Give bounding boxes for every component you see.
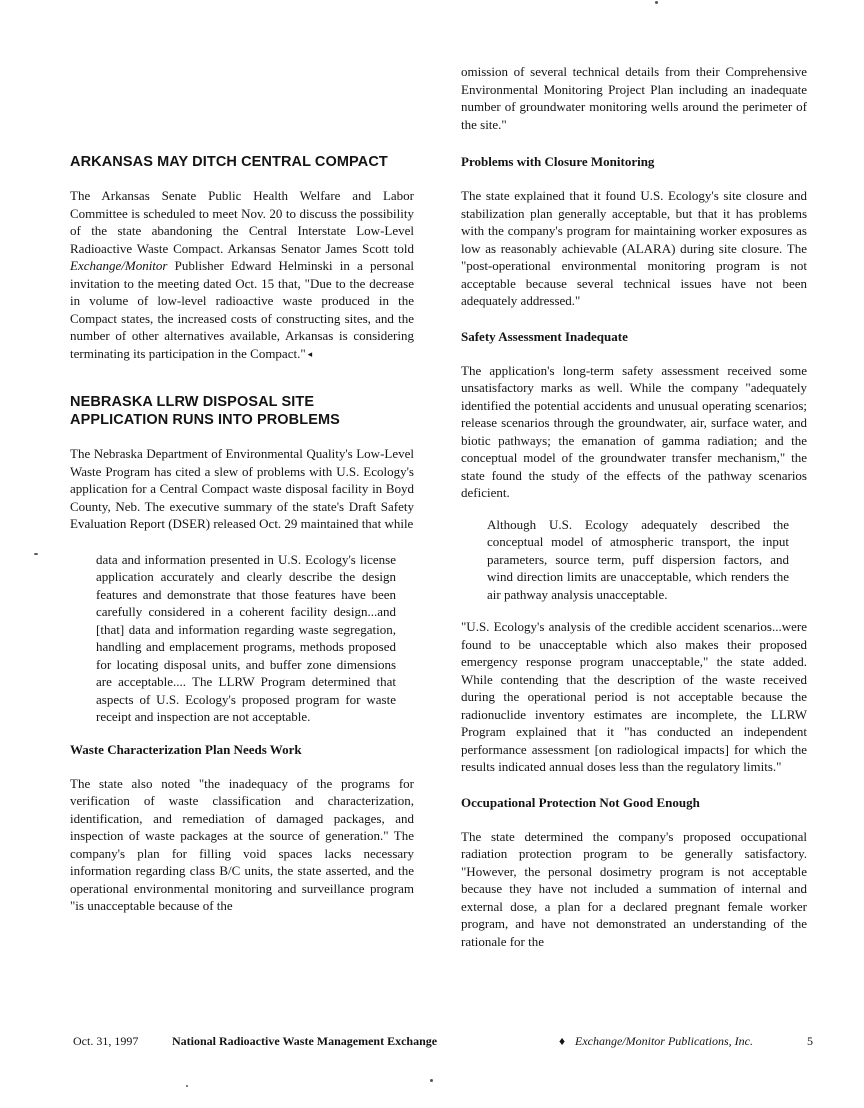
issue-date: Oct. 31, 1997 <box>73 1034 139 1048</box>
subhead-occupational-protection: Occupational Protection Not Good Enough <box>461 794 700 810</box>
closure-paragraph: The state explained that it found U.S. Ecology's site closure and stabilization plan generally acceptable, but that it has problems with the company's program for maintaining worker exposures as low as reasonably achievable (ALARA) during site closure. The "post-operational environmental monitoring program is not acceptable because several technical issues have not been adequately addressed." <box>461 188 807 308</box>
continued-paragraph: omission of several technical details from their Comprehensive Environmental Monitoring Project Plan including an inadequate number of groundwater monitoring wells around the perimeter of the site." <box>461 64 807 132</box>
headline-arkansas: ARKANSAS MAY DITCH CENTRAL COMPACT <box>70 154 388 170</box>
nebraska-intro-paragraph: The Nebraska Department of Environmental Quality's Low-Level Waste Program has cited a slew of problems with U.S. Ecology's application for a Central Compact waste disposal facility in Boyd County, Neb. The executive summary of the state's Draft Safety Evaluation Report (DSER) released Oct. 29 maintained that while <box>70 446 414 531</box>
subhead-closure-monitoring: Problems with Closure Monitoring <box>461 154 655 169</box>
diamond-separator: ♦ <box>559 1034 566 1048</box>
end-of-story-mark: ◂ <box>307 348 313 359</box>
right-column <box>461 63 807 968</box>
scan-speck <box>430 1079 433 1082</box>
page-number: 5 <box>807 1034 813 1048</box>
publication-title: National Radioactive Waste Management Exchange <box>172 1034 438 1048</box>
safety-paragraph: The application's long-term safety assessment received some unsatisfactory marks as well. While the company "adequately identified the potential accidents and unusual operating scenarios; release scenarios through the groundwater, air, surface water, and biotic pathways; the emanation of gamma radiation; and the conceptual model of the groundwater transfer mechanism," the state found the study of the effects of the pathway scenarios deficient. <box>461 362 807 500</box>
scan-speck <box>186 1085 188 1087</box>
subhead-waste-characterization: Waste Characterization Plan Needs Work <box>70 741 302 757</box>
headline-nebraska: NEBRASKA LLRW DISPOSAL SITE APPLICATION RUNS INTO PROBLEMS <box>70 394 340 428</box>
arkansas-paragraph: The Arkansas Senate Public Health Welfare and Labor Committee is scheduled to meet Nov. 20 to discuss the possibility of the state abandoning the Central Interstate Low-Level Radioactive Waste Compact. Arkansas Senator James Scott told Exchange/Monitor Publisher Edward Helminski in a personal invitation to the meeting dated Oct. 15 that, "Due to the decrease in volume of low-level radioactive waste produced in the Compact states, the increased costs of constructing sites, and the number of other alternatives available, Arkansas is considering terminating its participation in the Compact." ◂ <box>70 188 414 361</box>
subhead-safety-assessment: Safety Assessment Inadequate <box>461 328 628 344</box>
waste-characterization-paragraph: The state also noted "the inadequacy of the programs for verification of waste classification and characterization, identification, and remediation of damaged packages, and inspection of waste packages at the source of generation." The company's plan for filling void spaces lacks necessary information regarding class B/C units, the state asserted, and the operational environmental monitoring and surveillance program "is unacceptable because of the <box>70 775 414 913</box>
publication-name-italic: Exchange/Monitor <box>70 258 168 273</box>
atmospheric-quote: Although U.S. Ecology adequately described the conceptual model of atmospheric transport, the input parameters, source term, puff dispersion factors, and wind direction limits are unacceptable, which renders the air pathway analysis unacceptable. <box>487 516 789 602</box>
accident-scenarios-paragraph: "U.S. Ecology's analysis of the credible accident scenarios...were found to be unacceptable which also makes their proposed emergency response program unacceptable," the state added. While contending that the description of the waste received during the operational period is not acceptable because the radionuclide inventory estimates are incomplete, the LLRW Program explained that it "has conducted an independent performance assessment [on radiological impacts] for which the results indicated annual doses less than the regulatory limits." <box>461 619 807 774</box>
occupational-paragraph: The state determined the company's proposed occupational radiation protection program to be generally satisfactory. "However, the personal dosimetry program is not acceptable because they have not included a summation of internal and external dose, a plan for a declared pregnant female worker program, and have not demonstrated an understanding of the rationale for the <box>461 828 807 949</box>
dser-quote: data and information presented in U.S. Ecology's license application accurately and clearly describe the design features and demonstrate that those features have been carefully considered in a coherent facility design...and [that] data and information regarding waste segregation, handling and emplacement programs, methods proposed for locating disposal units, and buffer zone dimensions are acceptable.... The LLRW Program determined that aspects of U.S. Ecology's proposed program for waste receipt and inspection are not acceptable. <box>96 551 396 724</box>
scan-speck <box>34 553 38 555</box>
publisher-name: Exchange/Monitor Publications, Inc. <box>575 1034 753 1048</box>
left-column <box>70 153 414 933</box>
page-footer <box>73 1032 813 1050</box>
scan-speck <box>655 1 658 4</box>
